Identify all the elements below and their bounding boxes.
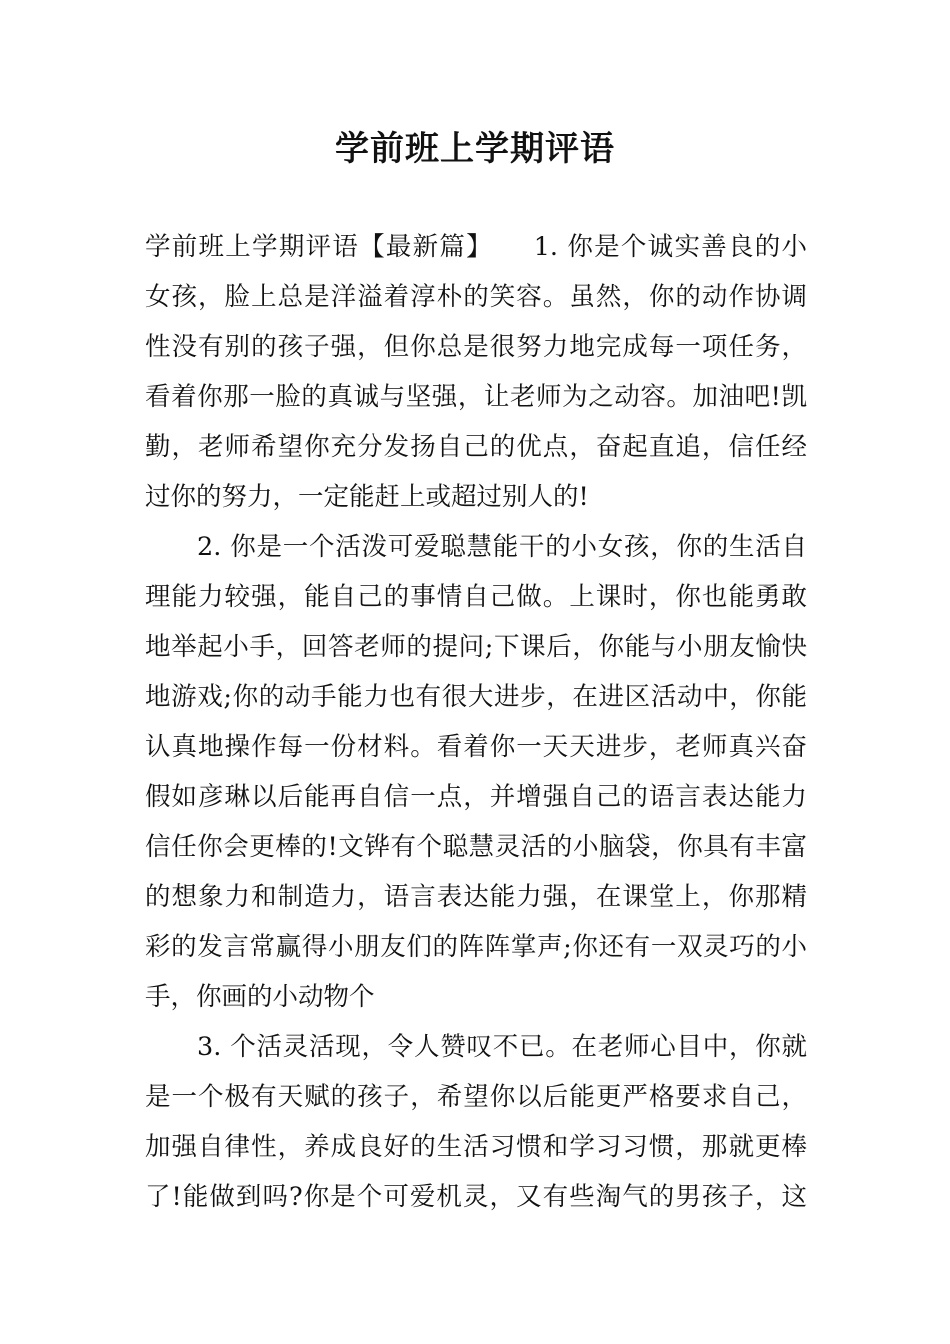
page-title: 学前班上学期评语 [335,129,615,169]
text-line: 学前班上学期评语【最新篇】 1. 你是个诚实善良的小 [145,232,807,262]
text-line: 理能力较强，能自己的事情自己做。上课时，你也能勇敢 [145,582,807,612]
text-line: 认真地操作每一份材料。看着你一天天进步，老师真兴奋 [145,732,807,762]
document-body [145,222,807,1222]
text-line: 地举起小手，回答老师的提问;下课后，你能与小朋友愉快 [145,632,807,662]
text-line: 勤，老师希望你充分发扬自己的优点，奋起直追，信任经 [145,432,807,462]
text-line: 加强自律性，养成良好的生活习惯和学习习惯，那就更棒 [145,1132,807,1162]
text-line: 假如彦琳以后能再自信一点，并增强自己的语言表达能力 [145,782,807,812]
text-line: 的想象力和制造力，语言表达能力强，在课堂上，你那精 [145,882,807,912]
text-line: 过你的努力，一定能赶上或超过别人的! [145,482,589,512]
text-line: 手，你画的小动物个 [145,982,375,1012]
text-line: 信任你会更棒的!文铧有个聪慧灵活的小脑袋，你具有丰富 [145,832,807,862]
text-line: 女孩，脸上总是洋溢着淳朴的笑容。虽然，你的动作协调 [145,282,807,312]
paragraph-start-line: 3. 个活灵活现，令人赞叹不已。在老师心目中，你就 [197,1032,807,1062]
text-line: 地游戏;你的动手能力也有很大进步，在进区活动中，你能 [145,682,807,712]
text-line: 了!能做到吗?你是个可爱机灵，又有些淘气的男孩子，这 [145,1182,807,1212]
text-line: 看着你那一脸的真诚与坚强，让老师为之动容。加油吧!凯 [145,382,807,412]
text-line: 性没有别的孩子强，但你总是很努力地完成每一项任务， [145,332,807,362]
text-line: 彩的发言常赢得小朋友们的阵阵掌声;你还有一双灵巧的小 [145,932,807,962]
paragraph-start-line: 2. 你是一个活泼可爱聪慧能干的小女孩，你的生活自 [197,532,807,562]
text-line: 是一个极有天赋的孩子，希望你以后能更严格要求自己， [145,1082,807,1112]
